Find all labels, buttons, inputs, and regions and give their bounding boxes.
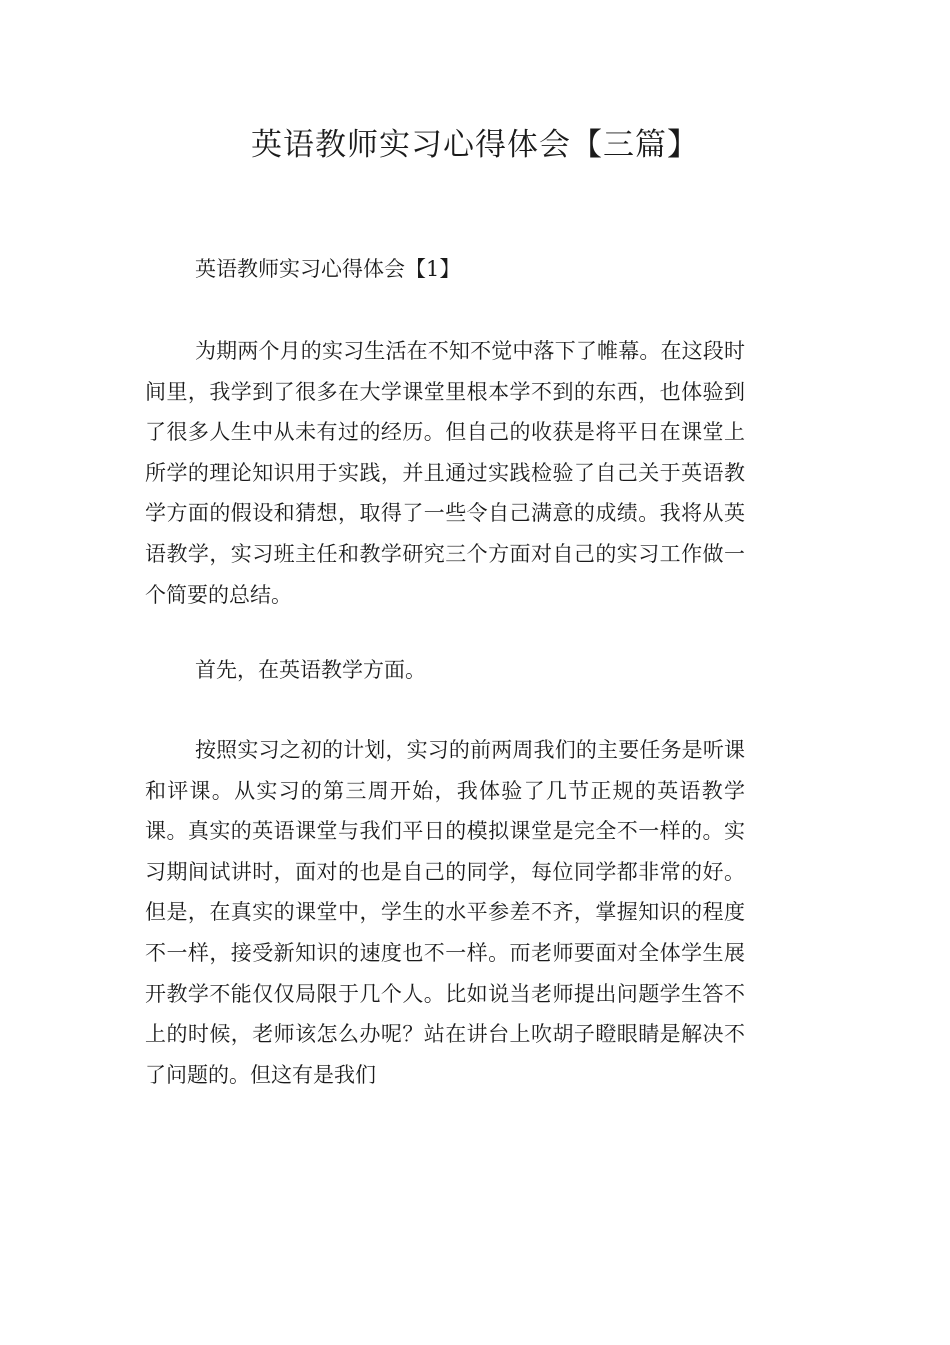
section-heading: 英语教师实习心得体会【1】 [195, 257, 461, 281]
document-title: 英语教师实习心得体会【三篇】 [251, 127, 699, 163]
paragraph-1: 为期两个月的实习生活在不知不觉中落下了帷幕。在这段时间里，我学到了很多在大学课堂里根本学不到的东西，也体验到了很多人生中从未有过的经历。但自己的收获是将平日在课堂上所学的理论知识用于实践，并且通过实践检验了自己关于英语教学方面的假设和猜想，取得了一些令自己满意的成绩。我将从英语教学，实习班主任和教学研究三个方面对自己的实习工作做一个简要的总结。 [145, 339, 745, 607]
paragraph-3: 按照实习之初的计划，实习的前两周我们的主要任务是听课和评课。从实习的第三周开始，我体验了几节正规的英语教学课。真实的英语课堂与我们平日的模拟课堂是完全不一样的。实习期间试讲时，面对的也是自己的同学，每位同学都非常的好。但是，在真实的课堂中，学生的水平参差不齐，掌握知识的程度不一样，接受新知识的速度也不一样。而老师要面对全体学生展开教学不能仅仅局限于几个人。比如说当老师提出问题学生答不上的时候，老师该怎么办呢？站在讲台上吹胡子瞪眼睛是解决不了问题的。但这有是我们 [145, 738, 745, 1087]
paragraph-2: 首先，在英语教学方面。 [195, 658, 426, 682]
